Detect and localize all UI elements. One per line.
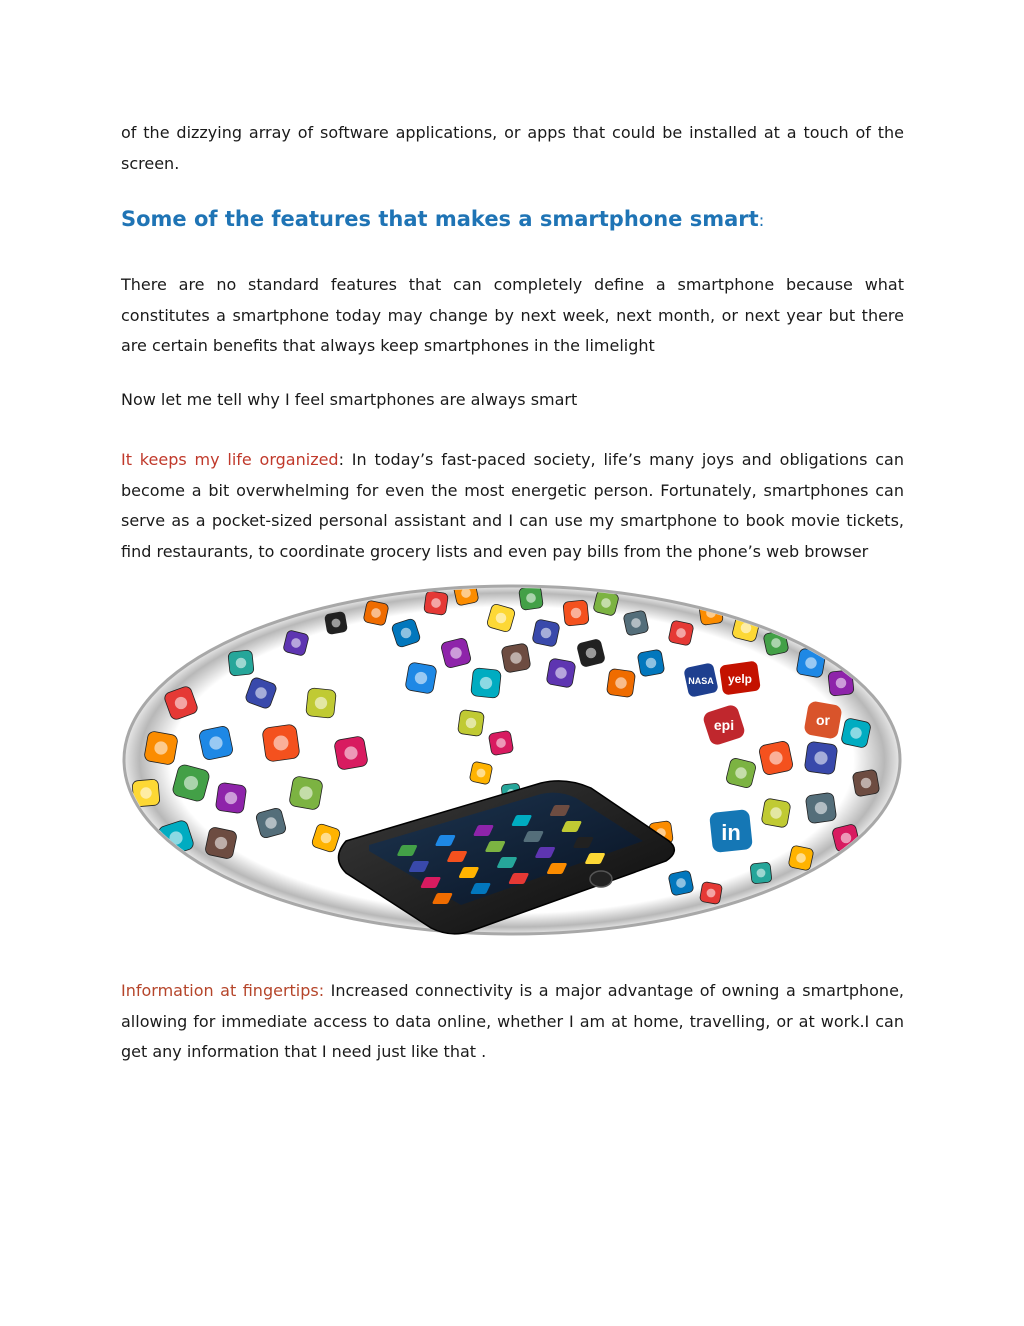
information-body: Increased connectivity is a major advantage of owning a smartphone, allowing for immediate access to data online, whether I am at home, travelling, or at work.I can get any information that I need just like that . <box>121 981 904 1061</box>
standard-features-paragraph: There are no standard features that can completely define a smartphone because what constitutes a smartphone today may change by next week, next month, or next year but there are certain benefits that always keep smartphones in the limelight <box>121 275 904 355</box>
app-icon <box>334 736 369 771</box>
app-icon <box>852 769 880 797</box>
app-icon <box>405 662 437 694</box>
app-icon <box>805 792 837 824</box>
or-icon <box>803 700 842 739</box>
app-icon <box>841 718 872 749</box>
svg-text:or: or <box>816 712 830 728</box>
information-lead: Information at fingertips: <box>121 981 325 1000</box>
app-icon <box>519 586 544 611</box>
app-icon <box>699 881 722 904</box>
app-icon <box>758 740 794 776</box>
app-icon <box>457 709 484 736</box>
app-icon <box>469 761 493 785</box>
app-icon <box>144 731 179 766</box>
app-icon <box>283 630 310 657</box>
organized-lead: It keeps my life organized <box>121 450 339 469</box>
app-icon <box>306 688 337 719</box>
features-heading-text: Some of the features that makes a smartphone smart <box>121 207 759 231</box>
app-icon <box>215 782 247 814</box>
app-icon <box>228 650 254 676</box>
svg-text:yelp: yelp <box>727 672 753 686</box>
app-icon <box>668 870 694 896</box>
app-icon <box>488 730 513 755</box>
organized-body: : In today’s fast-paced society, life’s many joys and obligations can become a bit overwhelming for even the most energetic person. Fortunately, smartphones can serve as a pocket-sized personal assistant and I can use my smartphone to book movie tickets, find restaurants, to coordinate grocery lists and even pay bills from the phone’s web browser <box>121 450 904 561</box>
svg-text:epi: epi <box>713 717 735 733</box>
app-icon <box>788 845 814 871</box>
yelp-icon <box>719 661 761 696</box>
app-icon <box>668 620 694 646</box>
app-icon <box>532 619 560 647</box>
app-icon <box>761 798 791 828</box>
app-icon <box>546 658 576 688</box>
app-icon <box>501 643 531 673</box>
app-icon <box>623 610 649 636</box>
app-icon <box>424 591 449 616</box>
app-icon <box>262 724 300 762</box>
app-icon <box>471 668 502 699</box>
linkedin-icon <box>709 809 753 853</box>
nasa-icon <box>683 662 719 698</box>
app-icon <box>204 826 237 859</box>
app-icon <box>796 648 826 678</box>
organized-paragraph <box>121 445 904 567</box>
app-icon <box>324 611 347 634</box>
app-icon <box>576 638 605 667</box>
app-icon <box>198 725 234 761</box>
why-smart-paragraph: Now let me tell why I feel smartphones are always smart <box>121 390 578 409</box>
app-icon <box>637 649 665 677</box>
app-icon <box>289 776 324 811</box>
app-icon <box>363 600 389 626</box>
app-icon <box>750 862 772 884</box>
svg-text:NASA: NASA <box>688 676 714 686</box>
features-heading <box>121 202 904 238</box>
intro-paragraph: of the dizzying array of software applications, or apps that could be installed at a touch of the screen. <box>121 123 904 173</box>
app-icon <box>606 668 635 697</box>
features-heading-colon: : <box>758 211 765 231</box>
information-paragraph <box>121 976 904 1068</box>
svg-text:in: in <box>721 820 741 845</box>
app-icon <box>563 600 589 626</box>
home-button-icon <box>590 871 612 887</box>
smartphone-apps-illustration <box>121 583 904 938</box>
app-icon <box>804 741 838 775</box>
